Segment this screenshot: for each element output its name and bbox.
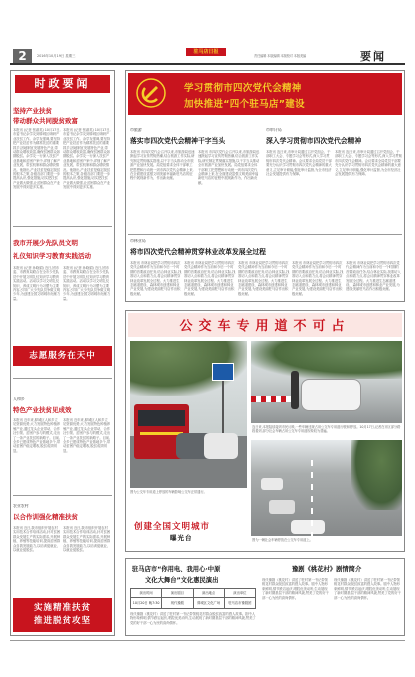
story4-kicker: 农业农村 bbox=[13, 504, 29, 508]
poverty-slogan-box bbox=[13, 598, 112, 632]
story2-body-col2: 本报讯 (记者 孙晓娟) 近日,团市委、市教育局联合在全市少先队员中开展文明礼仪知识学习教育实践活动。活动以学习文明礼仪知识、养成文明行为习惯为主要内容,引导广大少先队员争做文明少年,为创建全国文明城市贡献力量。 bbox=[63, 266, 111, 301]
bus-lane-photo-3 bbox=[251, 440, 402, 536]
left-divider-2 bbox=[13, 378, 112, 379]
volunteer-banner bbox=[13, 346, 112, 366]
story-c-headline: 将市四次党代会精神贯穿林业改革发展全过程 bbox=[130, 248, 266, 256]
story-c-body-col3: 本报讯 市林业局把学习贯彻市四次党代会精神作为当前和今后一个时期的首要政治任务,结合林业实际,找准切入点和着力点,将会议精神贯穿林业改革发展全过程。大力推进生态廊道建设、森林城市创建和林业产业发展,为建设美丽驻马店作出积极贡献。 bbox=[238, 261, 290, 296]
th-program: 演出剧目 bbox=[162, 589, 193, 597]
story-c-body-col4: 本报讯 市林业局把学习贯彻市四次党代会精神作为当前和今后一个时期的首要政治任务,结合林业实际,找准切入点和着力点,将会议精神贯穿林业改革发展全过程。大力推进生态廊道建设、森林城市创建和林业产业发展,为建设美丽驻马店作出积极贡献。 bbox=[292, 261, 344, 296]
editor-line: 责任编辑 本版编辑 本版校对 本版美编 bbox=[254, 54, 307, 58]
footer-rule bbox=[10, 640, 405, 641]
performance-table-row bbox=[131, 598, 255, 608]
bus-lane-title: 公交车专用道不可占 bbox=[179, 319, 351, 334]
civil-city-slogan: 创建全国文明城市 bbox=[134, 522, 211, 532]
logo-text: 驻马店日报 bbox=[193, 49, 219, 55]
story4-body: 本报讯 近日,我市组织开展农村实用技术合作培训活动,针对贫困群众发展生产的实际需求,开展种植、养殖等技能培训,提高贫困群众自我发展能力,以培训促就业、以就业促脱贫。 bbox=[13, 526, 61, 553]
exposure-label: 曝光台 bbox=[170, 534, 193, 542]
opera-note: 现代豫剧《桃花村》讲述了驻村第一书记带领桃花村群众脱贫致富的感人故事。剧中人物形象鲜明,情节跌宕起伏,唱腔优美动听,生动展现了新时期基层干部的精神风貌,赞美了党的好干部一心为民的高尚情怀。 bbox=[130, 612, 256, 625]
story-a-body: 本报讯 市四次党代会召开以来,市旅游局迅速掀起学习宣传贯彻热潮,结合旅游工作实际,研究制定贯彻落实措施,以干字当头推动全市旅游产业加快发展。局党组要求全体干部职工把思想和行动统一到市四次党代会精神上来,在全面建设富强文明美丽幸福新驻马店的征程中展现新作为、作出新贡献。 bbox=[130, 150, 195, 181]
story4-body-col2: 本报讯 近日,我市组织开展农村实用技术合作培训活动,针对贫困群众发展生产的实际需求,开展种植、养殖等技能培训,提高贫困群众自我发展能力,以培训促就业、以就业促脱贫。 bbox=[63, 526, 111, 553]
story1-body-col2: 本报讯 (记者 张淑英) 10月17日,市委书记余学友到驿城区调研产业扶贫工作。余学友强调,要坚持把产业扶贫作为精准扶贫的重要抓手,因地制宜发展特色产业,带动群众增收致富,确保贫困群众如期脱贫。余学友一行深入扶贫产业基地和贫困户家中,详细了解产业发展、带贫机制和群众增收情况。他指出,产业扶贫是稳定脱贫的根本之策,各级各部门要进一步提高认识,强化措施,切实把扶贫产业做大做强,让贫困群众在产业发展中得到更多实惠。 bbox=[63, 128, 111, 190]
story4-headline: 以合作训强化精准扶贫 bbox=[13, 513, 78, 521]
bus-lane-photo-2 bbox=[251, 341, 402, 423]
volunteer-banner-text: 志愿服务在天中 bbox=[29, 351, 96, 361]
opera-synopsis-body-col2: 现代豫剧《桃花村》讲述了驻村第一书记带领桃花村群众脱贫致富的感人故事。剧中人物形象鲜明,情节跌宕起伏,唱腔优美动听,生动展现了新时期基层干部的精神风貌,赞美了党的好干部一心为民的高尚情怀。 bbox=[334, 578, 401, 600]
story3-body: 本报讯 近年来,驿城区人和乡立足资源优势,大力发展特色种植养殖产业,通过龙头企业带动、合作社引领、贫困户参与的模式,走出了一条产业扶贫的新路子。目前,全乡已建成特色产业基地多个,带动贫困户稳定增收,脱贫成效明显。 bbox=[13, 418, 61, 453]
page-number-box bbox=[13, 49, 32, 63]
poverty-slogan-2: 推进脱贫攻坚 bbox=[33, 616, 91, 626]
poverty-slogan-1: 实施精准扶贫 bbox=[33, 603, 91, 613]
story-b-kicker: 市审计局 bbox=[266, 128, 282, 132]
date-line: 2016年10月19日 星期三 bbox=[37, 54, 76, 58]
party-banner-line2: 加快推进“四个驻马店”建设 bbox=[184, 99, 305, 110]
story-a-headline: 落实市四次党代会精神干字当头 bbox=[130, 137, 226, 145]
trees-bg bbox=[251, 341, 402, 379]
th-venue: 演出地点 bbox=[194, 589, 225, 597]
story2-body: 本报讯 (记者 孙晓娟) 近日,团市委、市教育局联合在全市少先队员中开展文明礼仪知识学习教育实践活动。活动以学习文明礼仪知识、养成文明行为习惯为主要内容,引导广大少先队员争做文明少年,为创建全国文明城市贡献力量。 bbox=[13, 266, 61, 301]
story-c-body-col5: 本报讯 市林业局把学习贯彻市四次党代会精神作为当前和今后一个时期的首要政治任务,结合林业实际,找准切入点和着力点,将会议精神贯穿林业改革发展全过程。大力推进生态廊道建设、森林城市创建和林业产业发展,为建设美丽驻马店作出积极贡献。 bbox=[346, 261, 401, 292]
bus-lane-caption-right-bottom: 图为一辆社会车辆停放在公交车专用道上。 bbox=[252, 538, 313, 542]
story3-body-col2: 本报讯 近年来,驿城区人和乡立足资源优势,大力发展特色种植养殖产业,通过龙头企业带动、合作社引领、贫困户参与的模式,走出了一条产业扶贫的新路子。目前,全乡已建成特色产业基地多个,带动贫困户稳定增收,脱贫成效明显。 bbox=[63, 418, 111, 453]
party-emblem-icon bbox=[136, 78, 166, 108]
page-number: 2 bbox=[18, 49, 27, 63]
story2-headline-1: 我市开展少先队员文明 bbox=[13, 239, 78, 247]
politics-banner bbox=[15, 75, 110, 93]
story1-headline-1: 坚持产业扶贫 bbox=[13, 107, 52, 115]
left-divider-1 bbox=[13, 226, 112, 227]
opera-synopsis-body: 现代豫剧《桃花村》讲述了驻村第一书记带领桃花村群众脱贫致富的感人故事。剧中人物形象鲜明,情节跌宕起伏,唱腔优美动听,生动展现了新时期基层干部的精神风貌,赞美了党的好干部一心为民的高尚情怀。 bbox=[262, 578, 329, 600]
td-time: 10月20日 晚7:30 bbox=[131, 598, 162, 608]
car-a bbox=[261, 478, 283, 490]
bus-lane-caption-2: 图为公交车专用道上停放的车辆影响公交车正常通行。 bbox=[130, 490, 207, 494]
story1-body: 本报讯 (记者 张淑英) 10月17日,市委书记余学友到驿城区调研产业扶贫工作。余学友强调,要坚持把产业扶贫作为精准扶贫的重要抓手,因地制宜发展特色产业,带动群众增收致富,确保贫困群众如期脱贫。余学友一行深入扶贫产业基地和贫困户家中,详细了解产业发展、带贫机制和群众增收情况。他指出,产业扶贫是稳定脱贫的根本之策,各级各部门要进一步提高认识,强化措施,切实把扶贫产业做大做强,让贫困群众在产业发展中得到更多实惠。 bbox=[13, 128, 61, 190]
opera-synopsis-title: 豫剧《桃花村》剧情简介 bbox=[292, 566, 362, 573]
masthead-rule bbox=[10, 63, 405, 65]
story3-kicker: 人和乡 bbox=[13, 397, 25, 401]
pedestrian bbox=[291, 371, 299, 409]
story-a-body-col2: 本报讯 市四次党代会召开以来,市旅游局迅速掀起学习宣传贯彻热潮,结合旅游工作实际,研究制定贯彻落实措施,以干字当头推动全市旅游产业加快发展。局党组要求全体干部职工把思想和行动统一到市四次党代会精神上来,在全面建设富强文明美丽幸福新驻马店的征程中展现新作为、作出新贡献。 bbox=[198, 150, 260, 185]
party-emblem bbox=[136, 78, 166, 108]
party-banner-line1: 学习贯彻市四次党代会精神 bbox=[184, 83, 302, 94]
masthead-logo bbox=[186, 48, 226, 56]
left-divider-3 bbox=[13, 495, 112, 496]
performance-table bbox=[130, 588, 256, 609]
story2-headline-2: 礼仪知识学习教育实践活动 bbox=[13, 252, 91, 260]
story-c-kicker: 市林业局 bbox=[130, 239, 146, 243]
story-c-body: 本报讯 市林业局把学习贯彻市四次党代会精神作为当前和今后一个时期的首要政治任务,结合林业实际,找准切入点和着力点,将会议精神贯穿林业改革发展全过程。大力推进生态廊道建设、森林城市创建和林业产业发展,为建设美丽驻马店作出积极贡献。 bbox=[130, 261, 182, 296]
trees-right bbox=[351, 440, 402, 510]
th-time: 演出时间 bbox=[131, 589, 162, 597]
car-b bbox=[269, 500, 295, 514]
story-b-body: 本报讯 连日来,市审计局通过召开党组会、干部职工大会、专题学习会等形式,深入学习贯彻市四次党代会精神。会议要求全局党员干部要充分认识学习贯彻市四次党代会精神的重大意义,立足审计职能,强化审计监督,为全市经济社会发展提供有力保障。 bbox=[266, 150, 332, 177]
story-c-body-col2: 本报讯 市林业局把学习贯彻市四次党代会精神作为当前和今后一个时期的首要政治任务,结合林业实际,找准切入点和着力点,将会议精神贯穿林业改革发展全过程。大力推进生态廊道建设、森林城市创建和林业产业发展,为建设美丽驻马店作出积极贡献。 bbox=[184, 261, 236, 296]
th-troupe: 演出单位 bbox=[233, 591, 247, 595]
opera-headline-2: 文化大舞台”文化惠民演出 bbox=[145, 577, 219, 584]
story-b-body-col2: 本报讯 连日来,市审计局通过召开党组会、干部职工大会、专题学习会等形式,深入学习贯彻市四次党代会精神。会议要求全局党员干部要充分认识学习贯彻市四次党代会精神的重大意义,立足审计职能,强化审计监督,为全市经济社会发展提供有力保障。 bbox=[335, 150, 402, 177]
curb-barrier bbox=[251, 396, 291, 402]
parked-white-car bbox=[301, 379, 361, 411]
right-divider-1 bbox=[128, 234, 402, 235]
car-c bbox=[291, 520, 325, 534]
story3-headline: 特色产业扶贫见成效 bbox=[13, 406, 72, 414]
td-venue: 驿城区文化广场 bbox=[194, 598, 225, 608]
story1-headline-2: 带动群众共同脱贫致富 bbox=[13, 117, 78, 125]
bus-lane-caption-1: 连日来,本报陆续接到市民反映,一些车辆违规占用公交车专用道行驶和停放。10月17日,记者在市区部分路段看到,部分社会车辆占用公交车专用道现象较为普遍。 bbox=[252, 425, 401, 434]
politics-banner-text: 时政要闻 bbox=[34, 77, 91, 90]
td-program: 现代豫剧 bbox=[162, 598, 193, 608]
performance-table-header bbox=[131, 589, 255, 598]
white-suv bbox=[204, 433, 238, 459]
blue-sign bbox=[212, 363, 234, 381]
lane-markings bbox=[311, 460, 313, 536]
story-a-kicker: 市旅游 bbox=[130, 128, 142, 132]
bus-lane-photo-1 bbox=[130, 341, 247, 488]
td-troupe: 驻马店市豫剧团 bbox=[228, 601, 252, 605]
section-title: 要闻 bbox=[360, 50, 386, 63]
opera-headline-1: 驻马店市“你用电、我用心·中原 bbox=[132, 566, 221, 573]
story-b-headline: 深入学习贯彻市四次党代会精神 bbox=[266, 137, 362, 145]
